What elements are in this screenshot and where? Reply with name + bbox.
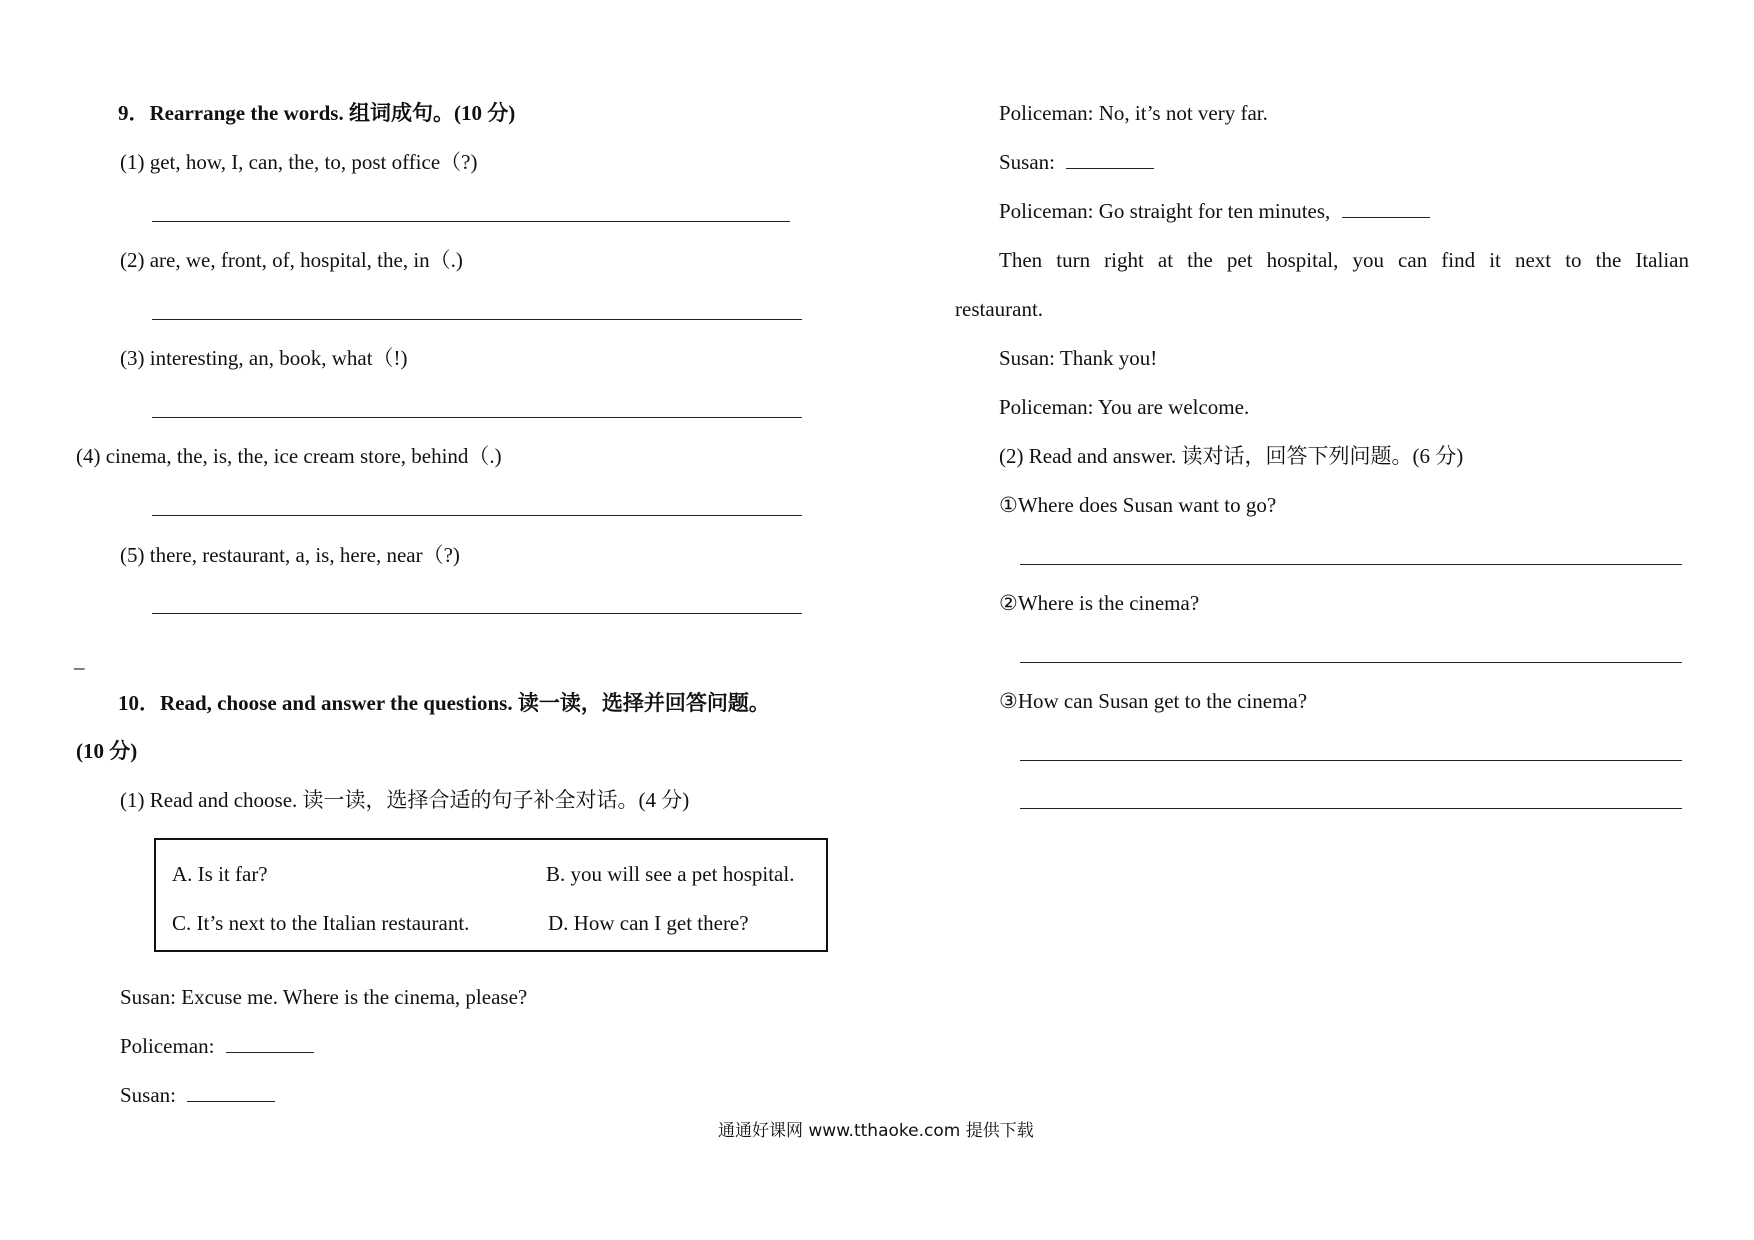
answer-line-q9-4[interactable] [152, 515, 802, 516]
q10-part2-instruction: (2) Read and answer. 读对话，回答下列问题。(6 分) [999, 444, 1464, 468]
dialogue-line-policeman-2: Policeman: No, it’s not very far. [999, 101, 1268, 125]
q9-item-5: (5) there, restaurant, a, is, here, near（?) [120, 543, 460, 567]
dialogue-line-policeman-1 [120, 1036, 314, 1057]
dialogue-line-policeman-3 [999, 201, 1430, 222]
dialogue-blank-3[interactable] [1066, 168, 1154, 169]
dialogue-line-policeman-4: Policeman: You are welcome. [999, 395, 1250, 419]
option-d: D. How can I get there? [548, 911, 749, 935]
q10-part1-instruction: (1) Read and choose. 读一读，选择合适的句子补全对话。(4 分) [120, 788, 690, 812]
question-1: ①Where does Susan want to go? [999, 493, 1277, 517]
answer-line-q3b[interactable] [1020, 808, 1682, 809]
answer-line-q1[interactable] [1020, 564, 1682, 565]
dialogue-blank-2[interactable] [187, 1101, 275, 1102]
q10-title-cont: (10 分) [76, 739, 138, 763]
answer-line-q9-2[interactable] [152, 319, 802, 320]
speaker-text: Policeman: Go straight for ten minutes, [999, 199, 1331, 223]
stray-dash: _ [74, 648, 85, 672]
dialogue-line-directions: Then turn right at the pet hospital, you can find it next to the Italian [999, 248, 1689, 272]
q10-title: 10．Read, choose and answer the questions. 读一读，选择并回答问题。 [118, 691, 770, 715]
q9-title: 9．Rearrange the words. 组词成句。(10 分) [118, 101, 516, 125]
option-a: A. Is it far? [172, 862, 268, 886]
dialogue-line-susan-2 [120, 1085, 275, 1106]
q9-item-4: (4) cinema, the, is, the, ice cream store, behind（.) [76, 444, 502, 468]
dialogue-blank-1[interactable] [226, 1052, 314, 1053]
option-c: C. It’s next to the Italian restaurant. [172, 911, 470, 935]
answer-line-q9-5[interactable] [152, 613, 802, 614]
q9-item-3: (3) interesting, an, book, what（!) [120, 346, 408, 370]
speaker-label: Susan: [999, 150, 1056, 174]
question-2: ②Where is the cinema? [999, 591, 1200, 615]
speaker-label: Policeman: [120, 1034, 215, 1058]
answer-line-q2[interactable] [1020, 662, 1682, 663]
q9-item-2: (2) are, we, front, of, hospital, the, in（.) [120, 248, 463, 272]
speaker-label: Susan: [120, 1083, 177, 1107]
question-3: ③How can Susan get to the cinema? [999, 689, 1308, 713]
dialogue-blank-4[interactable] [1342, 217, 1430, 218]
page-footer: 通通好课网 www.tthaoke.com 提供下载 [718, 1121, 1034, 1141]
answer-line-q9-3[interactable] [152, 417, 802, 418]
options-box [154, 838, 828, 952]
answer-line-q3a[interactable] [1020, 760, 1682, 761]
dialogue-line-directions-cont: restaurant. [955, 297, 1044, 321]
dialogue-line-susan-1: Susan: Excuse me. Where is the cinema, please? [120, 985, 528, 1009]
answer-line-q9-1[interactable] [152, 221, 790, 222]
dialogue-line-susan-3 [999, 152, 1154, 173]
dialogue-line-susan-4: Susan: Thank you! [999, 346, 1158, 370]
q9-item-1: (1) get, how, I, can, the, to, post office（?) [120, 150, 478, 174]
option-b: B. you will see a pet hospital. [546, 862, 795, 886]
